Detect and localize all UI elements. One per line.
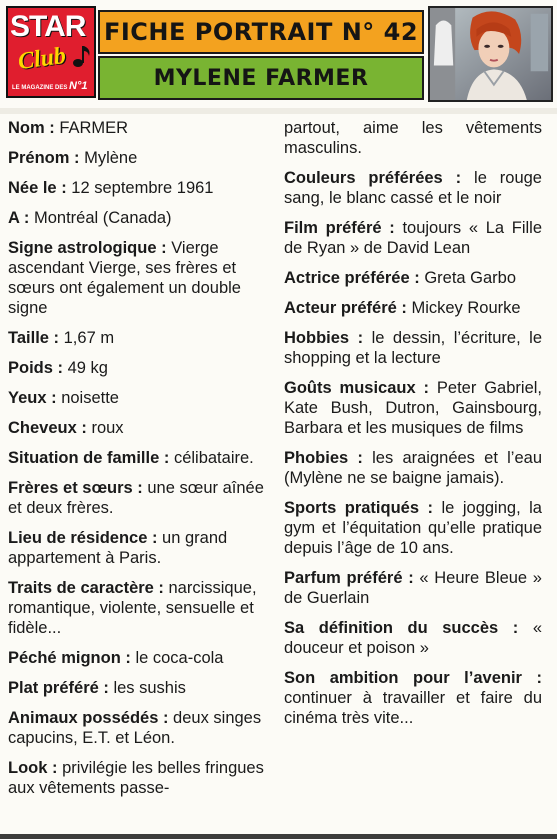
fact-entry — [8, 148, 266, 168]
fact-value: « Heure Bleue » de Guerlain — [284, 569, 542, 607]
title-band — [98, 10, 424, 54]
music-note-icon — [72, 44, 92, 68]
fact-value: un grand appartement à Paris. — [8, 529, 228, 567]
fact-value: « douceur et poison » — [284, 619, 542, 657]
fact-value: une sœur aînée et deux frères. — [8, 479, 264, 517]
fact-value: les araignées et l’eau (Mylène ne se baigne jamais). — [284, 449, 542, 487]
fact-label: Yeux : — [8, 389, 57, 407]
fact-value: toujours « La Fille de Ryan » de David Lean — [284, 219, 542, 257]
fact-label: Signe astrologique : — [8, 239, 167, 257]
fact-value: 12 septembre 1961 — [66, 179, 214, 197]
logo-tagline-number: N°1 — [69, 80, 88, 92]
fact-label: Cheveux : — [8, 419, 87, 437]
fact-label: Actrice préférée : — [284, 269, 420, 287]
right-column — [284, 118, 542, 738]
fact-entry — [8, 238, 266, 318]
fact-label: Prénom : — [8, 149, 80, 167]
fact-label: A : — [8, 209, 30, 227]
fact-value: privilégie les belles fringues aux vêtements passe- — [8, 759, 264, 797]
fact-label: Traits de caractère : — [8, 579, 164, 597]
right-column-entries — [284, 168, 542, 728]
portrait-photo — [428, 6, 553, 102]
fact-label: Son ambition pour l’avenir : — [284, 669, 542, 687]
left-column — [8, 118, 266, 808]
fact-value: Vierge ascendant Vierge, ses frères et sœurs ont également un double signe — [8, 239, 241, 317]
fact-entry — [8, 388, 266, 408]
fact-entry — [8, 648, 266, 668]
logo-star-text: STAR — [10, 10, 86, 43]
fact-entry — [284, 618, 542, 658]
fact-entry — [8, 418, 266, 438]
page-title: FICHE PORTRAIT N° 42 — [103, 18, 419, 46]
fact-entry — [284, 218, 542, 258]
fact-entry — [8, 528, 266, 568]
fact-value: le coca-cola — [130, 649, 224, 667]
fact-label: Sa définition du succès : — [284, 619, 519, 637]
fact-label: Née le : — [8, 179, 67, 197]
fact-entry — [8, 758, 266, 798]
fact-entry — [284, 568, 542, 608]
fact-value: Peter Gabriel, Kate Bush, Dutron, Gainsbourg, Barbara et les musiques de films — [284, 379, 542, 437]
fact-entry — [8, 578, 266, 638]
fact-label: Nom : — [8, 119, 55, 137]
fact-value: narcissique, romantique, violente, sensuelle et fidèle... — [8, 579, 257, 637]
fact-label: Taille : — [8, 329, 60, 347]
fact-label: Situation de famille : — [8, 449, 170, 467]
fact-value: FARMER — [54, 119, 129, 137]
fact-entry — [8, 358, 266, 378]
fact-entry — [8, 708, 266, 748]
fact-label: Goûts musicaux : — [284, 379, 430, 397]
fact-value: Greta Garbo — [419, 269, 517, 287]
logo-club-text: Club — [16, 42, 68, 76]
fact-value: noisette — [56, 389, 119, 407]
fact-entry — [284, 268, 542, 288]
bottom-edge — [0, 834, 557, 839]
fact-label: Parfum préféré : — [284, 569, 414, 587]
fact-value: 1,67 m — [59, 329, 115, 347]
logo-tagline — [12, 80, 87, 92]
fact-label: Look : — [8, 759, 58, 777]
fact-label: Phobies : — [284, 449, 363, 467]
fact-entry — [8, 448, 266, 468]
fact-entry — [8, 178, 266, 198]
name-band — [98, 56, 424, 100]
fact-value: roux — [86, 419, 124, 437]
fact-entry — [284, 448, 542, 488]
fact-label: Plat préféré : — [8, 679, 109, 697]
fact-label: Couleurs préférées : — [284, 169, 462, 187]
fact-value: le rouge sang, le blanc cassé et le noir — [284, 169, 542, 207]
look-continuation: partout, aime les vêtements masculins. — [284, 119, 542, 157]
fact-value: les sushis — [108, 679, 186, 697]
fact-label: Sports pratiqués : — [284, 499, 434, 517]
logo-tagline-prefix: LE MAGAZINE DES — [12, 85, 68, 91]
fact-entry — [284, 328, 542, 368]
header-divider — [0, 108, 557, 114]
fact-value: célibataire. — [169, 449, 254, 467]
fact-label: Péché mignon : — [8, 649, 131, 667]
fact-entry — [284, 298, 542, 318]
fact-entry — [8, 118, 266, 138]
fact-label: Poids : — [8, 359, 64, 377]
fact-label: Film préféré : — [284, 219, 395, 237]
fact-value: 49 kg — [63, 359, 108, 377]
fact-label: Frères et sœurs : — [8, 479, 143, 497]
fact-entry — [284, 378, 542, 438]
fact-entry — [284, 668, 542, 728]
fact-entry — [8, 328, 266, 348]
fact-value: le dessin, l’écriture, le shopping et la lecture — [284, 329, 542, 367]
star-club-logo — [6, 6, 96, 98]
fact-label: Hobbies : — [284, 329, 364, 347]
fact-label: Acteur préféré : — [284, 299, 407, 317]
fact-value: continuer à travailler et faire du cinéma très vite... — [284, 689, 542, 727]
fact-value: deux singes capucins, E.T. et Léon. — [8, 709, 262, 747]
fact-entry — [8, 208, 266, 228]
fact-entry — [8, 478, 266, 518]
fact-entry — [284, 498, 542, 558]
fact-label: Animaux possédés : — [8, 709, 169, 727]
fact-entry — [284, 168, 542, 208]
fact-label: Lieu de résidence : — [8, 529, 158, 547]
fact-value: le jogging, la gym et l’équitation qu’elle pratique depuis l’âge de 10 ans. — [284, 499, 542, 557]
fact-value: Mylène — [79, 149, 138, 167]
header — [0, 0, 557, 108]
fact-value: Montréal (Canada) — [29, 209, 172, 227]
artist-name: MYLENE FARMER — [153, 65, 369, 91]
fact-value: Mickey Rourke — [406, 299, 521, 317]
fact-entry — [8, 678, 266, 698]
